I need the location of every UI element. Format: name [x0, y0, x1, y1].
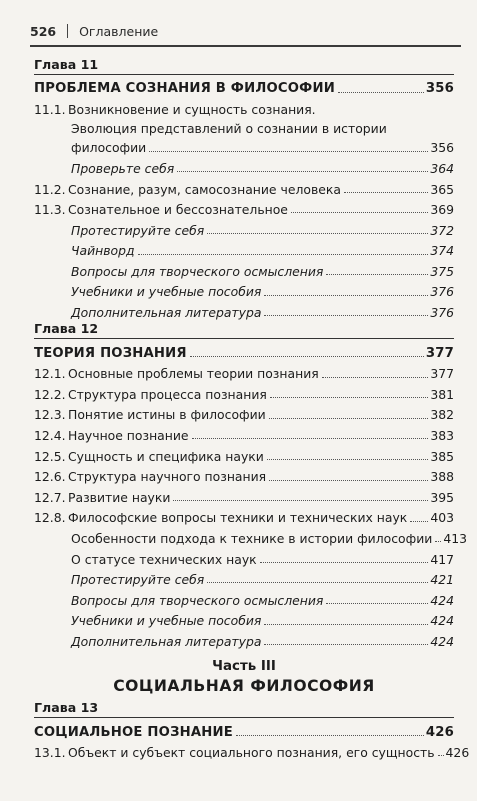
- dot-leader: [149, 151, 428, 152]
- toc-subentry: [34, 567, 454, 588]
- section-number: 11.3.: [34, 202, 66, 218]
- entry-title: Чайнворд: [71, 243, 135, 259]
- entry-title: Философские вопросы техники и технических наук: [68, 510, 408, 526]
- dot-leader: [326, 274, 428, 275]
- entry-title: Особенности подхода к технике в истории философии: [71, 531, 433, 547]
- dot-leader: [207, 233, 428, 234]
- chapter-title-row: [34, 338, 454, 361]
- section-number: 13.1.: [34, 745, 66, 761]
- entry-title: Вопросы для творческого осмысления: [71, 263, 324, 279]
- entry-title: Развитие науки: [68, 489, 171, 505]
- section-number: 12.8.: [34, 510, 66, 526]
- page-ref: 381: [430, 386, 454, 402]
- part-label: Часть III: [212, 659, 276, 675]
- page-ref: 424: [430, 633, 454, 649]
- page-ref: 388: [430, 469, 454, 485]
- toc-subentry: [34, 217, 454, 238]
- page-ref: 383: [430, 428, 454, 444]
- entry-title: Учебники и учебные пособия: [71, 284, 262, 300]
- entry-title: ПРОБЛЕМА СОЗНАНИЯ В ФИЛОСОФИИ: [34, 81, 335, 97]
- header-separator: [67, 24, 68, 38]
- page-ref: 413: [443, 531, 467, 547]
- entry-title: Основные проблемы теории познания: [68, 366, 319, 382]
- toc-subentry: [34, 546, 454, 567]
- page-ref: 426: [425, 724, 454, 740]
- page-ref: 377: [430, 366, 454, 382]
- entry-title: Дополнительная литература: [71, 305, 262, 321]
- page-ref: 364: [430, 160, 454, 176]
- part-title: СОЦИАЛЬНАЯ ФИЛОСОФИЯ: [113, 677, 375, 696]
- page-ref: 426: [445, 745, 470, 761]
- toc-entry: [34, 361, 454, 382]
- page-ref: 417: [430, 551, 454, 567]
- header-rule: [30, 45, 461, 47]
- entry-title: Учебники и учебные пособия: [71, 613, 262, 629]
- entry-title: ТЕОРИЯ ПОЗНАНИЯ: [34, 345, 187, 361]
- page-ref: 382: [430, 407, 454, 423]
- toc-entry: [34, 740, 470, 761]
- toc-entry: [34, 485, 454, 506]
- section-number: 12.3.: [34, 407, 66, 423]
- toc-subentry: [34, 526, 467, 547]
- entry-title: Сознание, разум, самосознание человека: [68, 181, 341, 197]
- page-ref: 403: [430, 510, 454, 526]
- dot-leader: [236, 735, 424, 736]
- dot-leader: [338, 92, 424, 93]
- toc-entry: [34, 423, 454, 444]
- page-ref: 372: [430, 222, 454, 238]
- section-number: 12.6.: [34, 469, 66, 485]
- table-of-contents: [34, 56, 470, 761]
- toc-subentry: [34, 608, 454, 629]
- page-ref: 375: [430, 263, 454, 279]
- dot-leader: [138, 254, 429, 255]
- dot-leader: [438, 755, 444, 756]
- running-header: [30, 14, 460, 48]
- toc-subentry: [34, 238, 454, 259]
- chapter-label: Глава 11: [34, 57, 99, 72]
- entry-title: философии: [71, 140, 147, 156]
- page-ref: 395: [430, 489, 454, 505]
- entry-title: Вопросы для творческого осмысления: [71, 592, 324, 608]
- dot-leader: [190, 356, 424, 357]
- dot-leader: [269, 418, 429, 419]
- entry-title: Протестируйте себя: [71, 222, 205, 238]
- section-number: 12.5.: [34, 448, 66, 464]
- toc-entry: [34, 382, 454, 403]
- dot-leader: [192, 438, 429, 439]
- entry-title: Проверьте себя: [71, 160, 175, 176]
- entry-line: Эволюция представлений о сознании в истории: [71, 121, 387, 137]
- entry-title: Сознательное и бессознательное: [68, 202, 288, 218]
- dot-leader: [322, 377, 429, 378]
- page-number: 526: [30, 23, 57, 39]
- page-ref: 376: [430, 305, 454, 321]
- dot-leader: [270, 397, 429, 398]
- dot-leader: [264, 644, 428, 645]
- entry-wrap: [34, 99, 454, 156]
- dot-leader: [177, 171, 428, 172]
- toc-subentry: [34, 259, 454, 280]
- toc-entry: [34, 402, 454, 423]
- toc-subentry: [34, 279, 454, 300]
- toc-entry: [34, 443, 454, 464]
- page-ref: 424: [430, 613, 454, 629]
- page-ref: 377: [425, 345, 454, 361]
- entry-title: Научное познание: [68, 428, 189, 444]
- section-number: 12.1.: [34, 366, 66, 382]
- dot-leader: [173, 500, 428, 501]
- page-ref: 421: [430, 572, 454, 588]
- page-ref: 369: [430, 202, 454, 218]
- page-ref: 424: [430, 592, 454, 608]
- section-number: 11.2.: [34, 181, 66, 197]
- toc-entry: [34, 176, 454, 197]
- entry-title: Структура процесса познания: [68, 386, 267, 402]
- section-name: Оглавление: [79, 23, 159, 39]
- page-ref: 356: [425, 81, 454, 97]
- toc-entry: [34, 464, 454, 485]
- toc-entry: [34, 97, 454, 156]
- dot-leader: [267, 459, 428, 460]
- page-ref: 376: [430, 284, 454, 300]
- chapter-title-row: [34, 717, 454, 740]
- dot-leader: [260, 562, 429, 563]
- section-number: 12.2.: [34, 386, 66, 402]
- toc-subentry: [34, 156, 454, 177]
- chapter-label: Глава 13: [34, 700, 99, 716]
- entry-title: Протестируйте себя: [71, 572, 205, 588]
- dot-leader: [344, 192, 428, 193]
- toc-entry: [34, 505, 454, 526]
- dot-leader: [264, 295, 428, 296]
- section-number: 11.1.: [34, 102, 66, 118]
- entry-title: Объект и субъект социального познания, его сущность: [68, 745, 435, 761]
- page-ref: 374: [430, 243, 454, 259]
- chapter-title-row: [34, 74, 454, 97]
- entry-title: О статусе технических наук: [71, 551, 257, 567]
- entry-title: Понятие истины в философии: [68, 407, 266, 423]
- toc-subentry: [34, 587, 454, 608]
- chapter-label: Глава 12: [34, 321, 99, 337]
- page-ref: 356: [430, 140, 454, 156]
- dot-leader: [264, 624, 428, 625]
- dot-leader: [326, 603, 428, 604]
- toc-subentry: [34, 300, 454, 321]
- dot-leader: [410, 521, 428, 522]
- entry-title: Структура научного познания: [68, 469, 267, 485]
- dot-leader: [435, 541, 441, 542]
- page-ref: 365: [430, 181, 454, 197]
- toc-entry: [34, 197, 454, 218]
- entry-title: СОЦИАЛЬНОЕ ПОЗНАНИЕ: [34, 724, 233, 740]
- entry-line: [34, 99, 454, 118]
- dot-leader: [207, 582, 428, 583]
- entry-title: Дополнительная литература: [71, 633, 262, 649]
- page-ref: 385: [430, 448, 454, 464]
- entry-line: [34, 137, 454, 156]
- section-number: 12.7.: [34, 489, 66, 505]
- section-number: 12.4.: [34, 428, 66, 444]
- dot-leader: [269, 480, 428, 481]
- entry-title: Сущность и специфика науки: [68, 448, 264, 464]
- dot-leader: [264, 315, 428, 316]
- dot-leader: [291, 212, 428, 213]
- toc-subentry: [34, 629, 454, 650]
- entry-title: Возникновение и сущность сознания.: [68, 102, 316, 118]
